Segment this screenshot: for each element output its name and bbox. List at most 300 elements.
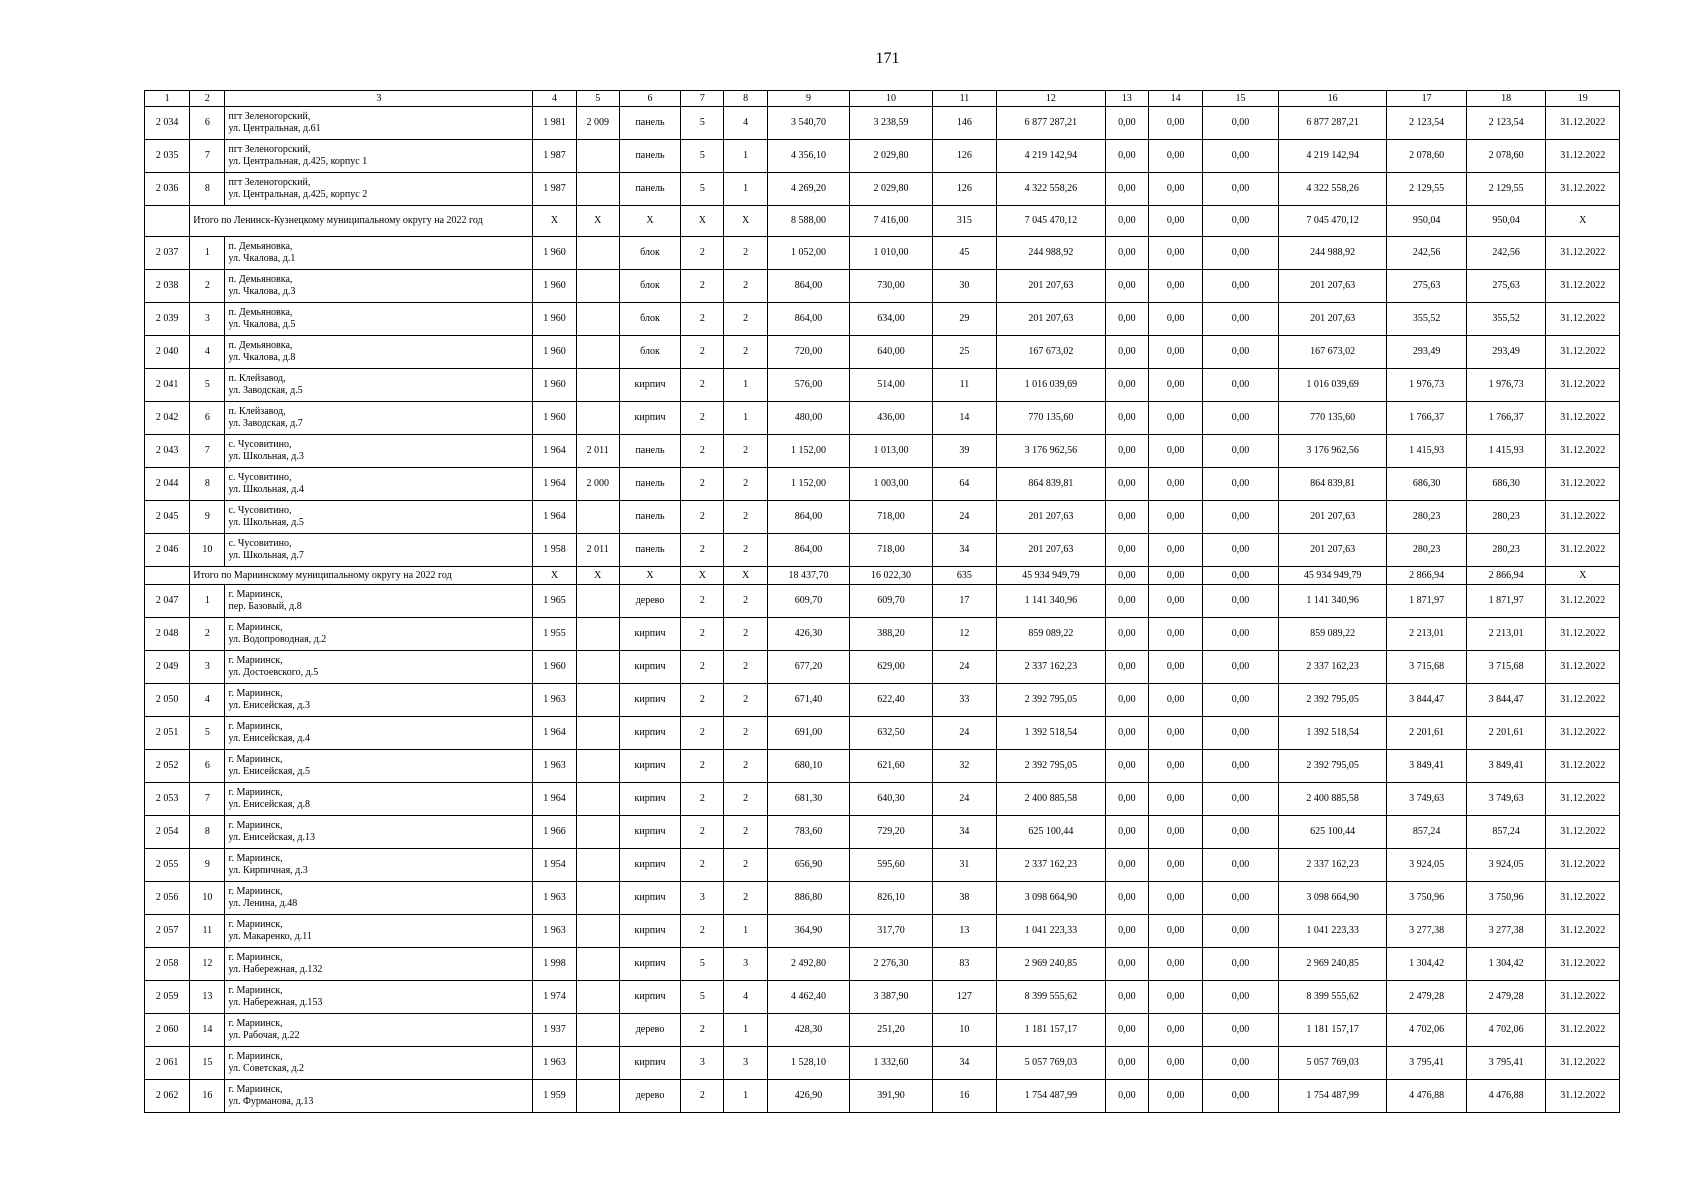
cell-c7: 2	[681, 468, 724, 501]
cell-c4: 1 954	[533, 849, 576, 882]
cell-c7: 2	[681, 303, 724, 336]
cell-c14: 0,00	[1149, 303, 1203, 336]
cell-c12: 2 337 162,23	[997, 849, 1106, 882]
total-c6: X	[619, 206, 680, 237]
cell-c9: 886,80	[767, 882, 850, 915]
column-number: 16	[1278, 91, 1387, 107]
cell-c17: 1 304,42	[1387, 948, 1466, 981]
cell-c19: 31.12.2022	[1546, 618, 1620, 651]
cell-c14: 0,00	[1149, 981, 1203, 1014]
cell-c12: 1 016 039,69	[997, 369, 1106, 402]
cell-c14: 0,00	[1149, 684, 1203, 717]
cell-c15: 0,00	[1203, 402, 1278, 435]
cell-c13: 0,00	[1105, 585, 1148, 618]
cell-c12: 201 207,63	[997, 501, 1106, 534]
cell-c10: 251,20	[850, 1014, 933, 1047]
cell-c11: 32	[932, 750, 996, 783]
cell-c12: 1 041 223,33	[997, 915, 1106, 948]
cell-c17: 242,56	[1387, 237, 1466, 270]
cell-c13: 0,00	[1105, 717, 1148, 750]
address-cell	[225, 783, 533, 816]
address-cell	[225, 107, 533, 140]
address-street: ул. Набережная, д.132	[228, 964, 323, 975]
cell-c13: 0,00	[1105, 369, 1148, 402]
column-number: 18	[1466, 91, 1545, 107]
cell-c11: 34	[932, 1047, 996, 1080]
cell-c15: 0,00	[1203, 1080, 1278, 1113]
cell-c11: 34	[932, 816, 996, 849]
cell-c10: 3 238,59	[850, 107, 933, 140]
address-street: ул. Набережная, д.153	[228, 997, 323, 1008]
cell-c14: 0,00	[1149, 717, 1203, 750]
group-index-cell: 8	[190, 468, 225, 501]
total-c14: 0,00	[1149, 206, 1203, 237]
address-cell	[225, 1047, 533, 1080]
cell-c14: 0,00	[1149, 237, 1203, 270]
cell-c6: блок	[619, 237, 680, 270]
cell-c10: 609,70	[850, 585, 933, 618]
address-street: ул. Школьная, д.7	[228, 550, 304, 561]
cell-c5	[576, 303, 619, 336]
cell-c7: 5	[681, 948, 724, 981]
cell-c11: 29	[932, 303, 996, 336]
address-settlement: с. Чусовитино,	[228, 439, 292, 450]
cell-c13: 0,00	[1105, 107, 1148, 140]
cell-c5	[576, 369, 619, 402]
cell-c17: 686,30	[1387, 468, 1466, 501]
cell-c18: 686,30	[1466, 468, 1545, 501]
address-cell	[225, 336, 533, 369]
address-street: ул. Центральная, д.425, корпус 1	[228, 156, 368, 167]
cell-c13: 0,00	[1105, 618, 1148, 651]
table-row	[145, 1047, 1620, 1080]
cell-c17: 280,23	[1387, 534, 1466, 567]
cell-c10: 826,10	[850, 882, 933, 915]
cell-c6: кирпич	[619, 750, 680, 783]
table-row	[145, 684, 1620, 717]
cell-c4: 1 964	[533, 783, 576, 816]
cell-c17: 2 479,28	[1387, 981, 1466, 1014]
total-c17: 950,04	[1387, 206, 1466, 237]
cell-c4: 1 987	[533, 140, 576, 173]
cell-c6: панель	[619, 173, 680, 206]
cell-c17: 3 924,05	[1387, 849, 1466, 882]
cell-c18: 3 844,47	[1466, 684, 1545, 717]
total-row	[145, 206, 1620, 237]
total-c11: 315	[932, 206, 996, 237]
cell-c14: 0,00	[1149, 783, 1203, 816]
empty-cell	[145, 206, 190, 237]
cell-c10: 632,50	[850, 717, 933, 750]
cell-c18: 355,52	[1466, 303, 1545, 336]
cell-c5	[576, 816, 619, 849]
cell-c13: 0,00	[1105, 981, 1148, 1014]
cell-c19: 31.12.2022	[1546, 369, 1620, 402]
cell-c7: 2	[681, 435, 724, 468]
cell-c9: 609,70	[767, 585, 850, 618]
group-index-cell: 7	[190, 435, 225, 468]
cell-c17: 2 213,01	[1387, 618, 1466, 651]
address-settlement: п. Клейзавод,	[228, 373, 286, 384]
table-row	[145, 1080, 1620, 1113]
cell-c15: 0,00	[1203, 173, 1278, 206]
cell-c8: 2	[724, 435, 767, 468]
table-row	[145, 948, 1620, 981]
cell-c16: 2 400 885,58	[1278, 783, 1387, 816]
table-row	[145, 783, 1620, 816]
address-cell	[225, 882, 533, 915]
cell-c13: 0,00	[1105, 237, 1148, 270]
table-row	[145, 750, 1620, 783]
cell-c10: 629,00	[850, 651, 933, 684]
cell-c6: панель	[619, 435, 680, 468]
cell-c6: кирпич	[619, 1047, 680, 1080]
cell-c18: 1 871,97	[1466, 585, 1545, 618]
address-cell	[225, 435, 533, 468]
address-settlement: п. Клейзавод,	[228, 406, 286, 417]
cell-c19: 31.12.2022	[1546, 717, 1620, 750]
cell-c9: 720,00	[767, 336, 850, 369]
table-row	[145, 534, 1620, 567]
cell-c8: 2	[724, 534, 767, 567]
cell-c4: 1 963	[533, 915, 576, 948]
cell-c9: 681,30	[767, 783, 850, 816]
cell-c8: 1	[724, 915, 767, 948]
cell-c6: кирпич	[619, 849, 680, 882]
cell-c8: 2	[724, 849, 767, 882]
cell-c13: 0,00	[1105, 948, 1148, 981]
cell-c14: 0,00	[1149, 140, 1203, 173]
cell-c15: 0,00	[1203, 369, 1278, 402]
group-index-cell: 6	[190, 402, 225, 435]
cell-c9: 2 492,80	[767, 948, 850, 981]
cell-c5: 2 011	[576, 435, 619, 468]
cell-c17: 2 201,61	[1387, 717, 1466, 750]
cell-c17: 275,63	[1387, 270, 1466, 303]
column-number: 6	[619, 91, 680, 107]
address-street: ул. Школьная, д.3	[228, 451, 304, 462]
address-cell	[225, 684, 533, 717]
cell-c5	[576, 618, 619, 651]
group-index-cell: 1	[190, 237, 225, 270]
cell-c16: 1 041 223,33	[1278, 915, 1387, 948]
cell-c6: кирпич	[619, 816, 680, 849]
cell-c14: 0,00	[1149, 501, 1203, 534]
cell-c4: 1 960	[533, 402, 576, 435]
column-number: 2	[190, 91, 225, 107]
column-number: 1	[145, 91, 190, 107]
cell-c18: 1 304,42	[1466, 948, 1545, 981]
cell-c19: 31.12.2022	[1546, 534, 1620, 567]
address-street: ул. Советская, д.2	[228, 1063, 305, 1074]
cell-c7: 5	[681, 981, 724, 1014]
cell-c19: 31.12.2022	[1546, 468, 1620, 501]
cell-c10: 718,00	[850, 534, 933, 567]
cell-c7: 2	[681, 585, 724, 618]
cell-c6: дерево	[619, 1080, 680, 1113]
total-c14: 0,00	[1149, 567, 1203, 585]
cell-c12: 3 176 962,56	[997, 435, 1106, 468]
total-c12: 45 934 949,79	[997, 567, 1106, 585]
cell-c4: 1 963	[533, 684, 576, 717]
row-number-cell: 2 051	[145, 717, 190, 750]
total-c9: 18 437,70	[767, 567, 850, 585]
cell-c15: 0,00	[1203, 585, 1278, 618]
cell-c19: 31.12.2022	[1546, 981, 1620, 1014]
total-c7: X	[681, 567, 724, 585]
cell-c6: кирпич	[619, 915, 680, 948]
cell-c19: 31.12.2022	[1546, 270, 1620, 303]
cell-c19: 31.12.2022	[1546, 585, 1620, 618]
cell-c8: 2	[724, 501, 767, 534]
cell-c5	[576, 1080, 619, 1113]
cell-c16: 5 057 769,03	[1278, 1047, 1387, 1080]
cell-c14: 0,00	[1149, 468, 1203, 501]
cell-c13: 0,00	[1105, 849, 1148, 882]
cell-c4: 1 960	[533, 651, 576, 684]
address-cell	[225, 1014, 533, 1047]
table-row	[145, 402, 1620, 435]
group-index-cell: 10	[190, 882, 225, 915]
cell-c10: 1 332,60	[850, 1047, 933, 1080]
cell-c4: 1 966	[533, 816, 576, 849]
group-index-cell: 3	[190, 651, 225, 684]
cell-c7: 2	[681, 1080, 724, 1113]
group-index-cell: 2	[190, 618, 225, 651]
cell-c7: 2	[681, 915, 724, 948]
cell-c9: 1 052,00	[767, 237, 850, 270]
group-index-cell: 7	[190, 783, 225, 816]
cell-c4: 1 998	[533, 948, 576, 981]
cell-c16: 1 392 518,54	[1278, 717, 1387, 750]
row-number-cell: 2 059	[145, 981, 190, 1014]
cell-c10: 622,40	[850, 684, 933, 717]
cell-c11: 24	[932, 651, 996, 684]
cell-c5	[576, 750, 619, 783]
group-index-cell: 8	[190, 816, 225, 849]
group-index-cell: 4	[190, 684, 225, 717]
cell-c11: 11	[932, 369, 996, 402]
cell-c13: 0,00	[1105, 468, 1148, 501]
cell-c15: 0,00	[1203, 107, 1278, 140]
total-c6: X	[619, 567, 680, 585]
cell-c13: 0,00	[1105, 173, 1148, 206]
cell-c19: 31.12.2022	[1546, 237, 1620, 270]
address-cell	[225, 651, 533, 684]
address-street: ул. Центральная, д.61	[228, 123, 321, 134]
cell-c6: панель	[619, 468, 680, 501]
page-number: 171	[875, 50, 900, 67]
row-number-cell: 2 041	[145, 369, 190, 402]
row-number-cell: 2 034	[145, 107, 190, 140]
total-c4: X	[533, 206, 576, 237]
cell-c8: 4	[724, 981, 767, 1014]
address-street: ул. Школьная, д.5	[228, 517, 304, 528]
address-settlement: г. Мариинск,	[228, 1084, 283, 1095]
total-c5: X	[576, 206, 619, 237]
cell-c14: 0,00	[1149, 1014, 1203, 1047]
row-number-cell: 2 055	[145, 849, 190, 882]
cell-c15: 0,00	[1203, 237, 1278, 270]
column-number: 17	[1387, 91, 1466, 107]
cell-c12: 2 337 162,23	[997, 651, 1106, 684]
column-number: 4	[533, 91, 576, 107]
cell-c12: 5 057 769,03	[997, 1047, 1106, 1080]
table-row	[145, 303, 1620, 336]
cell-c10: 391,90	[850, 1080, 933, 1113]
cell-c14: 0,00	[1149, 750, 1203, 783]
cell-c9: 428,30	[767, 1014, 850, 1047]
cell-c11: 14	[932, 402, 996, 435]
address-settlement: г. Мариинск,	[228, 655, 283, 666]
cell-c9: 4 269,20	[767, 173, 850, 206]
cell-c5	[576, 501, 619, 534]
cell-c14: 0,00	[1149, 948, 1203, 981]
cell-c6: панель	[619, 534, 680, 567]
cell-c17: 2 129,55	[1387, 173, 1466, 206]
cell-c19: 31.12.2022	[1546, 915, 1620, 948]
address-cell	[225, 585, 533, 618]
cell-c5	[576, 882, 619, 915]
cell-c15: 0,00	[1203, 303, 1278, 336]
row-number-cell: 2 045	[145, 501, 190, 534]
cell-c9: 4 462,40	[767, 981, 850, 1014]
cell-c8: 2	[724, 783, 767, 816]
cell-c16: 625 100,44	[1278, 816, 1387, 849]
total-c16: 7 045 470,12	[1278, 206, 1387, 237]
total-label-cell: Итого по Ленинск-Кузнецкому муниципальному округу на 2022 год	[190, 206, 533, 237]
cell-c4: 1 964	[533, 468, 576, 501]
row-number-cell: 2 052	[145, 750, 190, 783]
cell-c6: дерево	[619, 1014, 680, 1047]
cell-c7: 2	[681, 237, 724, 270]
cell-c15: 0,00	[1203, 981, 1278, 1014]
cell-c15: 0,00	[1203, 1047, 1278, 1080]
cell-c8: 1	[724, 1080, 767, 1113]
cell-c19: 31.12.2022	[1546, 402, 1620, 435]
cell-c13: 0,00	[1105, 270, 1148, 303]
table-row	[145, 336, 1620, 369]
cell-c6: панель	[619, 140, 680, 173]
cell-c14: 0,00	[1149, 915, 1203, 948]
cell-c8: 2	[724, 750, 767, 783]
row-number-cell: 2 062	[145, 1080, 190, 1113]
row-number-cell: 2 047	[145, 585, 190, 618]
table-row	[145, 270, 1620, 303]
cell-c9: 426,30	[767, 618, 850, 651]
address-settlement: п. Демьяновка,	[228, 274, 293, 285]
cell-c15: 0,00	[1203, 618, 1278, 651]
table-row	[145, 435, 1620, 468]
cell-c12: 6 877 287,21	[997, 107, 1106, 140]
cell-c7: 2	[681, 618, 724, 651]
address-settlement: с. Чусовитино,	[228, 505, 292, 516]
cell-c7: 2	[681, 1014, 724, 1047]
cell-c17: 355,52	[1387, 303, 1466, 336]
cell-c7: 5	[681, 140, 724, 173]
cell-c4: 1 958	[533, 534, 576, 567]
address-settlement: г. Мариинск,	[228, 853, 283, 864]
cell-c17: 1 766,37	[1387, 402, 1466, 435]
cell-c11: 38	[932, 882, 996, 915]
total-c8: X	[724, 567, 767, 585]
group-index-cell: 15	[190, 1047, 225, 1080]
cell-c4: 1 960	[533, 303, 576, 336]
total-c13: 0,00	[1105, 206, 1148, 237]
row-number-cell: 2 056	[145, 882, 190, 915]
cell-c5	[576, 915, 619, 948]
address-cell	[225, 981, 533, 1014]
cell-c12: 1 754 487,99	[997, 1080, 1106, 1113]
address-cell	[225, 948, 533, 981]
cell-c16: 2 969 240,85	[1278, 948, 1387, 981]
address-cell	[225, 915, 533, 948]
cell-c14: 0,00	[1149, 1047, 1203, 1080]
cell-c4: 1 974	[533, 981, 576, 1014]
cell-c6: кирпич	[619, 948, 680, 981]
address-settlement: п. Демьяновка,	[228, 340, 293, 351]
cell-c15: 0,00	[1203, 1014, 1278, 1047]
cell-c16: 1 181 157,17	[1278, 1014, 1387, 1047]
row-number-cell: 2 038	[145, 270, 190, 303]
cell-c13: 0,00	[1105, 402, 1148, 435]
total-row	[145, 567, 1620, 585]
cell-c14: 0,00	[1149, 336, 1203, 369]
cell-c17: 3 277,38	[1387, 915, 1466, 948]
cell-c10: 1 013,00	[850, 435, 933, 468]
cell-c5	[576, 717, 619, 750]
cell-c8: 3	[724, 1047, 767, 1080]
cell-c15: 0,00	[1203, 816, 1278, 849]
column-number: 12	[997, 91, 1106, 107]
cell-c13: 0,00	[1105, 816, 1148, 849]
cell-c11: 24	[932, 717, 996, 750]
cell-c8: 2	[724, 270, 767, 303]
address-cell	[225, 140, 533, 173]
cell-c14: 0,00	[1149, 882, 1203, 915]
table-row	[145, 107, 1620, 140]
group-index-cell: 13	[190, 981, 225, 1014]
cell-c7: 2	[681, 684, 724, 717]
row-number-cell: 2 043	[145, 435, 190, 468]
cell-c11: 24	[932, 501, 996, 534]
cell-c12: 1 141 340,96	[997, 585, 1106, 618]
cell-c18: 275,63	[1466, 270, 1545, 303]
empty-cell	[145, 567, 190, 585]
cell-c8: 2	[724, 651, 767, 684]
column-number: 5	[576, 91, 619, 107]
cell-c18: 280,23	[1466, 534, 1545, 567]
total-c4: X	[533, 567, 576, 585]
cell-c9: 1 528,10	[767, 1047, 850, 1080]
cell-c17: 2 123,54	[1387, 107, 1466, 140]
row-number-cell: 2 057	[145, 915, 190, 948]
cell-c13: 0,00	[1105, 651, 1148, 684]
cell-c6: панель	[619, 107, 680, 140]
cell-c13: 0,00	[1105, 534, 1148, 567]
cell-c6: блок	[619, 303, 680, 336]
cell-c13: 0,00	[1105, 750, 1148, 783]
cell-c18: 2 078,60	[1466, 140, 1545, 173]
cell-c5	[576, 237, 619, 270]
cell-c18: 1 976,73	[1466, 369, 1545, 402]
cell-c4: 1 964	[533, 717, 576, 750]
cell-c16: 1 016 039,69	[1278, 369, 1387, 402]
cell-c13: 0,00	[1105, 783, 1148, 816]
cell-c13: 0,00	[1105, 1014, 1148, 1047]
cell-c17: 3 795,41	[1387, 1047, 1466, 1080]
address-street: ул. Чкалова, д.3	[228, 286, 296, 297]
